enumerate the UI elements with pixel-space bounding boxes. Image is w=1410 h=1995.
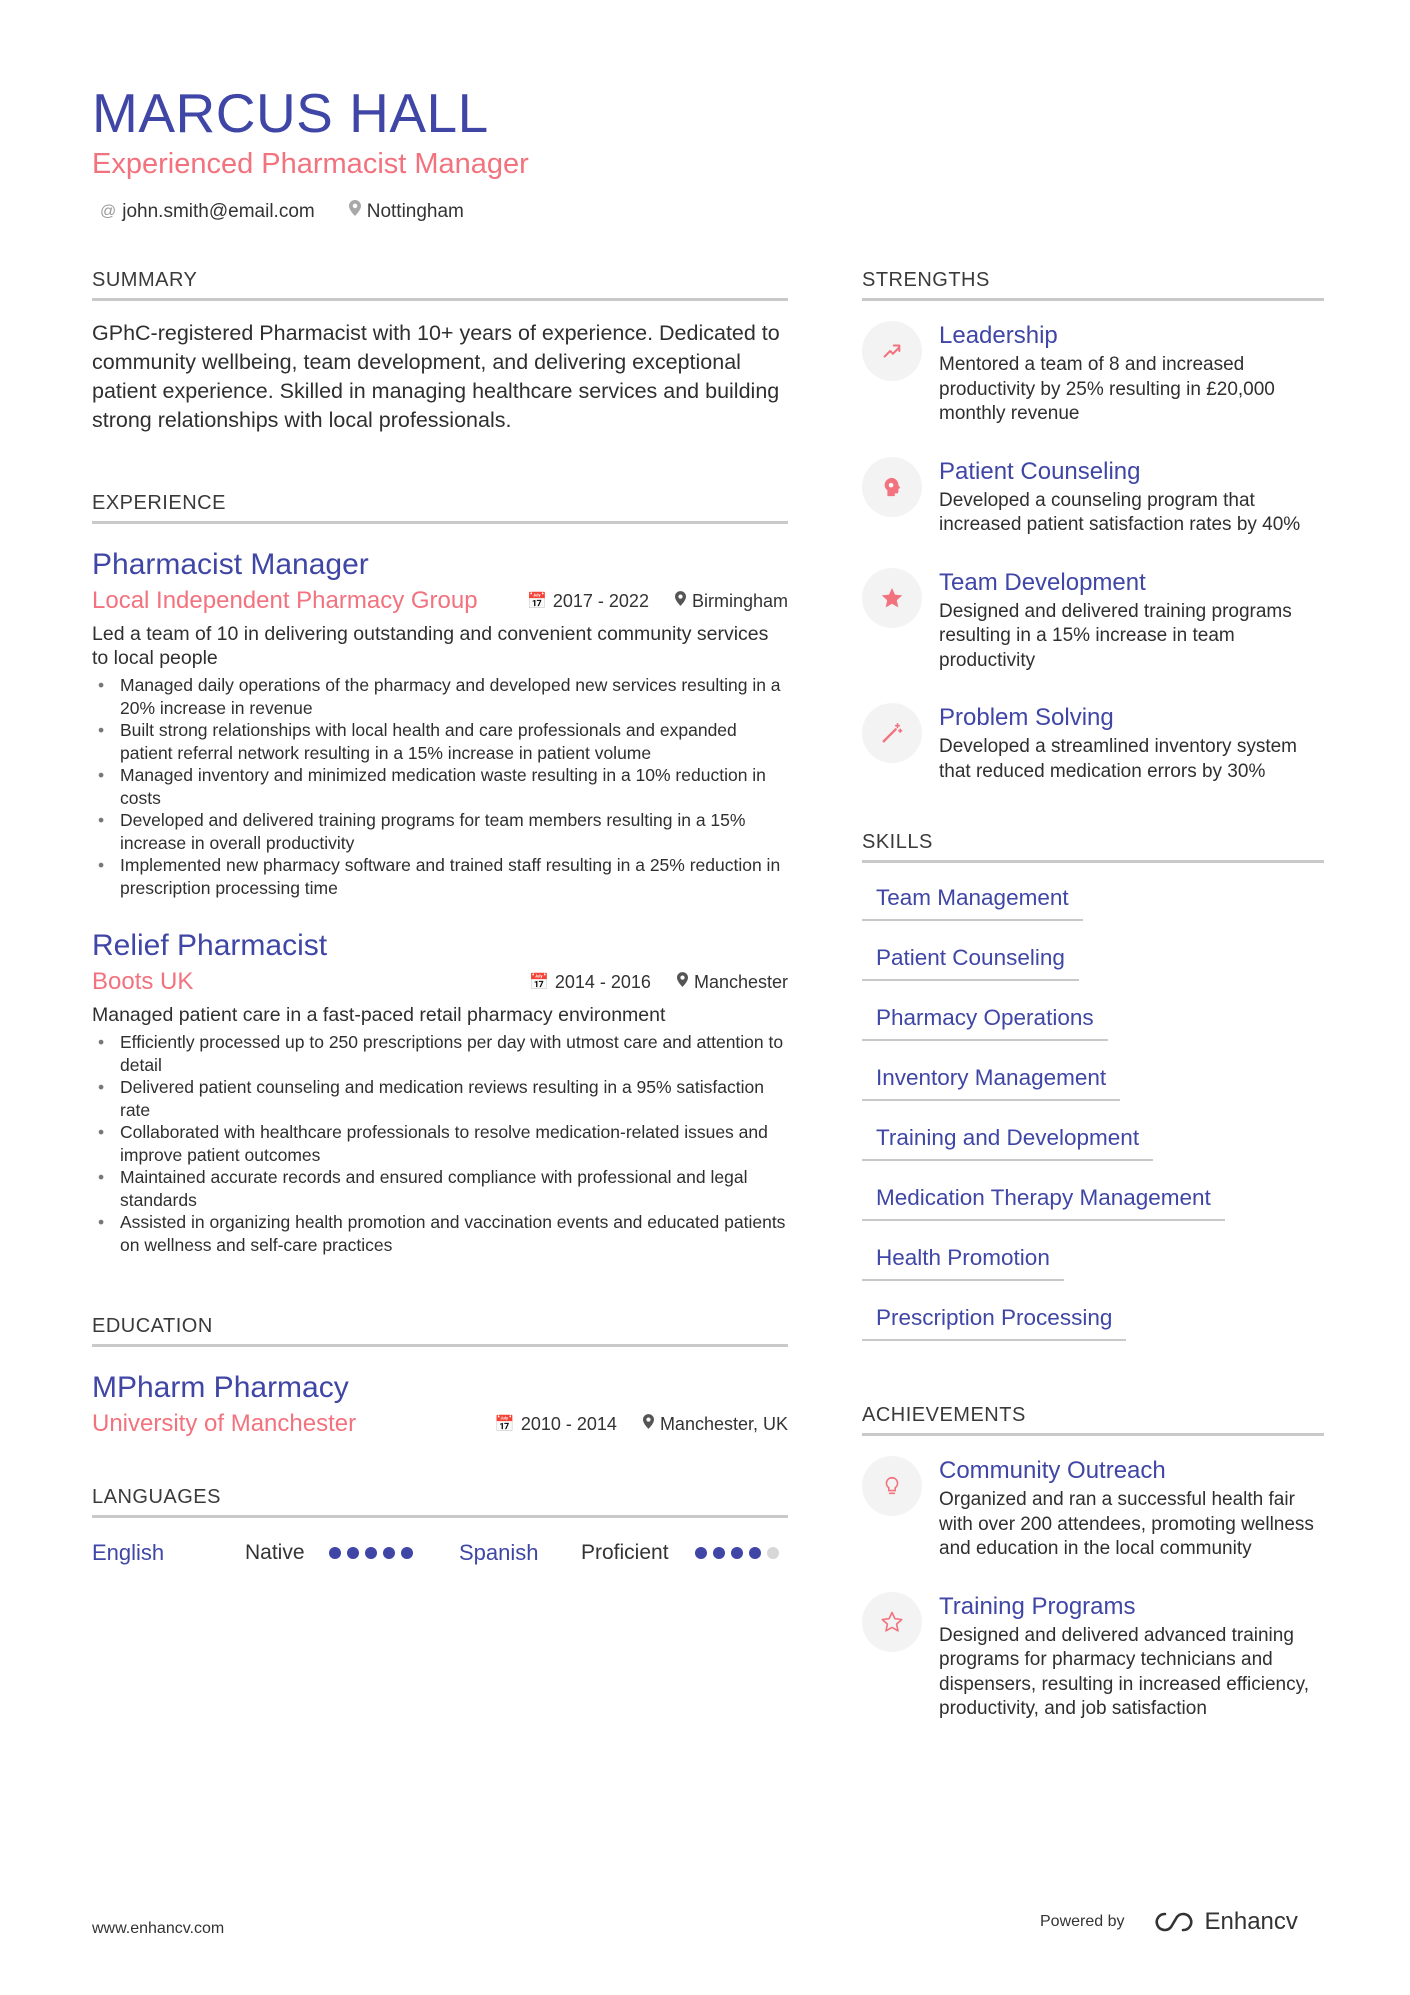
location-item	[349, 200, 464, 224]
job-description: Managed patient care in a fast-paced retail pharmacy environment	[92, 1004, 666, 1026]
candidate-title: Experienced Pharmacist Manager	[92, 148, 529, 180]
rating-dot	[713, 1547, 725, 1559]
experience-entry	[92, 546, 788, 899]
footer-website[interactable]: www.enhancv.com	[92, 1920, 225, 1937]
education-entry	[92, 1369, 788, 1439]
company-name: Boots UK	[92, 968, 194, 995]
magic-wand-icon	[862, 703, 922, 763]
rating-dot	[749, 1547, 761, 1559]
achievements-heading: ACHIEVEMENTS	[862, 1403, 1324, 1436]
bullet-item: • Managed daily operations of the pharmacy and developed new services resulting in a 20% increase in revenue	[92, 674, 788, 719]
education-heading: EDUCATION	[92, 1314, 788, 1347]
achievement-title: Training Programs	[939, 1592, 1136, 1620]
star-outline-icon	[862, 1592, 922, 1652]
email-item	[100, 200, 315, 224]
achievement-desc: Organized and ran a successful health fair with over 200 attendees, promoting wellness and education in the local community	[939, 1489, 1314, 1559]
school-name: University of Manchester	[92, 1410, 357, 1437]
brand-name: Enhancv	[1204, 1908, 1298, 1935]
head-icon	[862, 457, 922, 517]
experience-heading: EXPERIENCE	[92, 491, 788, 524]
rating-dot	[365, 1547, 377, 1559]
strength-title: Leadership	[939, 322, 1058, 349]
contact-info	[100, 200, 464, 224]
strength-title: Patient Counseling	[939, 457, 1141, 485]
job-title: Pharmacist Manager	[92, 548, 369, 581]
handshake-icon	[862, 321, 922, 381]
strength-item	[862, 703, 1324, 784]
degree-title: MPharm Pharmacy	[92, 1371, 349, 1404]
job-dates: 2014 - 2016	[554, 971, 651, 992]
skill-tag: Training and Development	[862, 1123, 1153, 1161]
enhancv-logo-icon	[1151, 1910, 1197, 1934]
rating-dot	[383, 1547, 395, 1559]
enhancv-logo[interactable]	[1151, 1908, 1298, 1936]
job-meta	[529, 972, 788, 993]
bullet-item: • Developed and delivered training programs for team members resulting in a 15% increase in overall productivity	[92, 809, 788, 854]
achievement-title: Community Outreach	[939, 1457, 1166, 1484]
skills-heading: SKILLS	[862, 830, 1324, 863]
job-meta-row	[92, 967, 788, 997]
skill-tag: Team Management	[862, 883, 1083, 921]
strength-desc: Designed and delivered training programs resulting in a 15% increase in team productivity	[939, 600, 1292, 671]
strength-title: Team Development	[939, 568, 1146, 596]
strength-desc: Mentored a team of 8 and increased productivity by 25% resulting in £20,000 monthly revenue	[939, 354, 1275, 424]
experience-entry	[92, 927, 788, 1256]
achievement-item	[862, 1592, 1324, 1722]
map-pin-icon	[643, 1414, 654, 1434]
strength-desc: Developed a streamlined inventory system that reduced medication errors by 30%	[939, 736, 1298, 782]
strengths-heading: STRENGTHS	[862, 268, 1324, 301]
job-description: Led a team of 10 in delivering outstanding and convenient community services to local people	[92, 623, 769, 669]
summary-text: GPhC-registered Pharmacist with 10+ years of experience. Dedicated to community wellbeing, team development, and delivering exceptional patient experience. Skilled in managing healthcare services and building strong relationships with local professionals.	[92, 321, 780, 432]
rating-dot	[329, 1547, 341, 1559]
languages-heading: LANGUAGES	[92, 1485, 788, 1518]
bullet-item: • Assisted in organizing health promotion and vaccination events and educated patients on wellness and self-care practices	[92, 1211, 788, 1256]
skill-tag: Health Promotion	[862, 1243, 1064, 1281]
job-location: Birmingham	[691, 590, 788, 611]
job-meta-row	[92, 586, 788, 616]
education-location: Manchester, UK	[659, 1413, 788, 1434]
education-dates: 2010 - 2014	[520, 1413, 617, 1434]
candidate-name: MARCUS HALL	[92, 82, 489, 144]
map-pin-icon	[349, 200, 361, 224]
powered-by-text: Powered by	[1040, 1913, 1125, 1930]
education-meta-row	[92, 1409, 788, 1439]
job-location: Manchester	[693, 971, 788, 992]
left-column	[92, 268, 788, 1566]
strength-item	[862, 568, 1324, 674]
email-text[interactable]: john.smith@email.com	[122, 201, 315, 222]
summary-heading: SUMMARY	[92, 268, 788, 301]
rating-dot	[401, 1547, 413, 1559]
skill-tag: Inventory Management	[862, 1063, 1120, 1101]
right-column	[862, 268, 1324, 1722]
language-name: English	[92, 1540, 165, 1565]
bullet-item: • Delivered patient counseling and medication reviews resulting in a 95% satisfaction rate	[92, 1076, 788, 1121]
map-pin-icon	[675, 591, 686, 611]
language-level: Native	[245, 1541, 305, 1564]
at-icon: @	[100, 203, 117, 220]
rating-dot	[731, 1547, 743, 1559]
languages-row	[92, 1540, 788, 1566]
star-icon	[862, 568, 922, 628]
skill-tag: Medication Therapy Management	[862, 1183, 1225, 1221]
achievement-item	[862, 1456, 1324, 1562]
footer-branding	[1040, 1908, 1298, 1936]
calendar-icon: 📅	[494, 1416, 515, 1433]
strength-item	[862, 457, 1324, 538]
bullet-item: • Efficiently processed up to 250 prescriptions per day with utmost care and attention to detail	[92, 1031, 788, 1076]
lightbulb-icon	[862, 1456, 922, 1516]
language-rating	[329, 1547, 459, 1559]
company-name: Local Independent Pharmacy Group	[92, 587, 478, 614]
bullet-item: • Implemented new pharmacy software and trained staff resulting in a 25% reduction in prescription processing time	[92, 854, 788, 899]
location-text: Nottingham	[366, 201, 464, 222]
strength-desc: Developed a counseling program that increased patient satisfaction rates by 40%	[939, 489, 1301, 535]
skill-tag: Patient Counseling	[862, 943, 1079, 981]
bullet-item: • Managed inventory and minimized medication waste resulting in a 10% reduction in costs	[92, 764, 788, 809]
strength-item	[862, 321, 1324, 427]
job-dates: 2017 - 2022	[552, 590, 649, 611]
job-bullets	[92, 1031, 788, 1256]
achievement-desc: Designed and delivered advanced training programs for pharmacy technicians and dispensers, resulting in increased efficiency, productivity, and job satisfaction	[939, 1624, 1309, 1719]
rating-dot	[347, 1547, 359, 1559]
calendar-icon: 📅	[526, 593, 547, 610]
job-meta	[527, 591, 788, 612]
language-rating	[695, 1547, 779, 1559]
language-level: Proficient	[581, 1541, 669, 1564]
bullet-item: • Maintained accurate records and ensured compliance with professional and legal standards	[92, 1166, 788, 1211]
job-bullets	[92, 674, 788, 899]
language-name: Spanish	[459, 1540, 539, 1565]
education-meta	[495, 1414, 788, 1435]
skills-list	[862, 883, 1324, 1363]
job-title: Relief Pharmacist	[92, 929, 328, 962]
rating-dot-empty	[767, 1547, 779, 1559]
skill-tag: Pharmacy Operations	[862, 1003, 1108, 1041]
strength-title: Problem Solving	[939, 704, 1114, 731]
bullet-item: • Built strong relationships with local health and care professionals and expanded patient referral network resulting in a 15% increase in patient volume	[92, 719, 788, 764]
calendar-icon: 📅	[528, 974, 549, 991]
skill-tag: Prescription Processing	[862, 1303, 1126, 1341]
map-pin-icon	[677, 972, 688, 992]
rating-dot	[695, 1547, 707, 1559]
bullet-item: • Collaborated with healthcare professionals to resolve medication-related issues and improve patient outcomes	[92, 1121, 788, 1166]
